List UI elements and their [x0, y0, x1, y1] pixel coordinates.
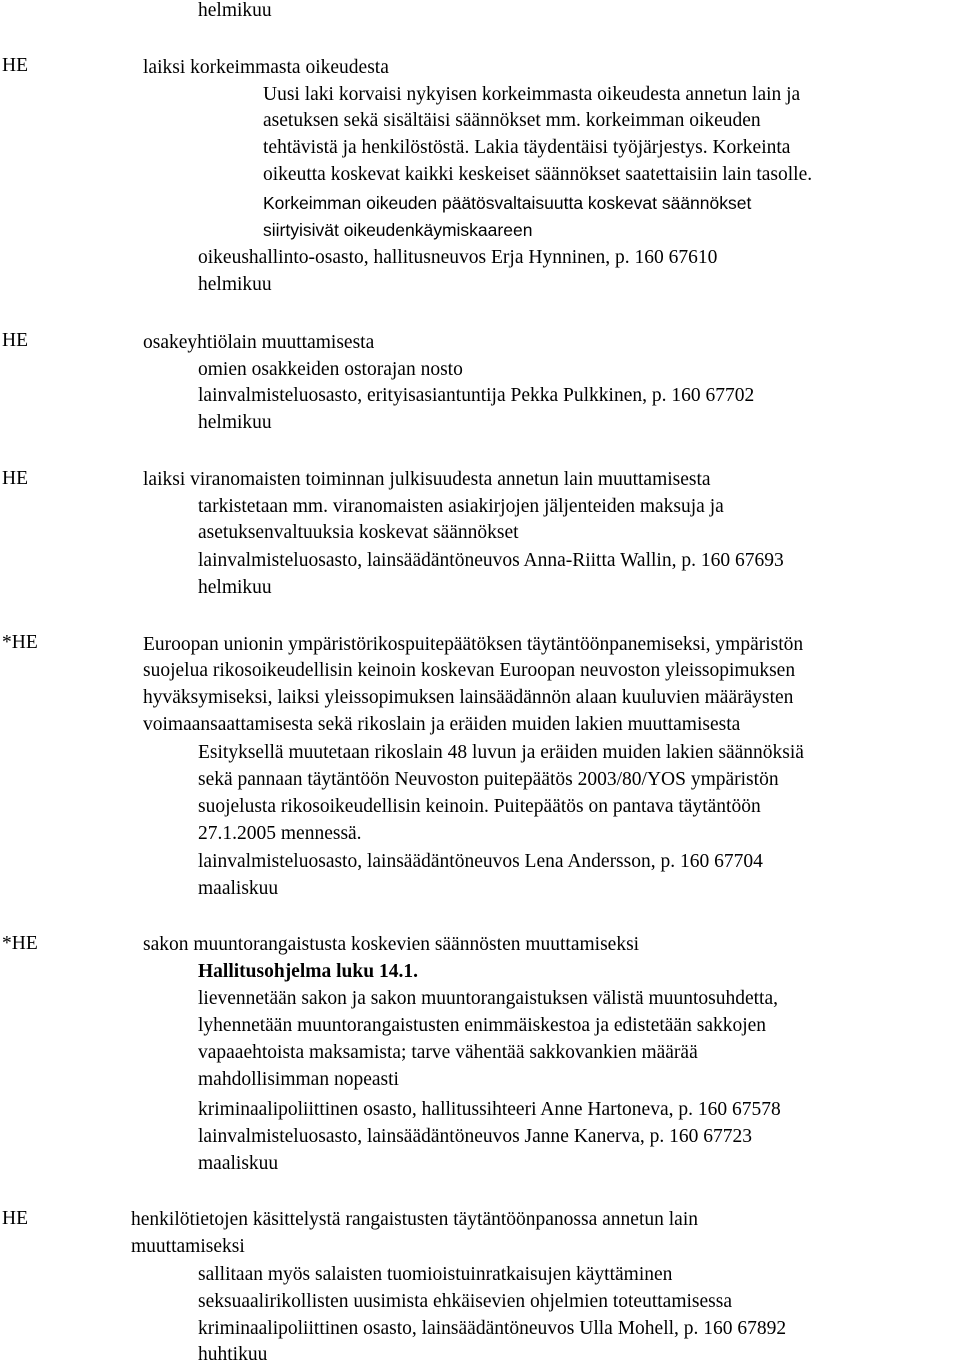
contact-line: lainvalmisteluosasto, lainsäädäntöneuvos Janne Kanerva, p. 160 67723 [198, 1126, 752, 1147]
month-label: maaliskuu [198, 1153, 279, 1174]
proposal-description: Korkeimman oikeuden päätösvaltaisuutta koskevat säännökset [263, 193, 752, 213]
proposal-title: laiksi korkeimmasta oikeudesta [143, 57, 389, 78]
proposal-description: sekä pannaan täytäntöön Neuvoston puitepäätös 2003/80/YOS ympäristön [198, 769, 779, 790]
proposal-description: asetuksen sekä sisältäisi säännökset mm. korkeimman oikeuden [263, 110, 761, 131]
proposal-description: sallitaan myös salaisten tuomioistuinratkaisujen käyttäminen [198, 1264, 673, 1285]
proposal-description: tehtävistä ja henkilöstöstä. Lakia täydentäisi työjärjestys. Korkeinta [263, 137, 791, 158]
proposal-title: laiksi viranomaisten toiminnan julkisuudesta annetun lain muuttamisesta [143, 469, 711, 490]
proposal-description: mahdollisimman nopeasti [198, 1069, 399, 1090]
proposal-description: lievennetään sakon ja sakon muuntorangaistuksen välistä muuntosuhdetta, [198, 988, 778, 1009]
proposal-description: siirtyisivät oikeudenkäymiskaareen [263, 220, 533, 240]
month-label: helmikuu [198, 412, 272, 433]
proposal-title: suojelua rikosoikeudellisin keinoin koskevan Euroopan neuvoston yleissopimuksen [143, 660, 796, 681]
proposal-type-tag: HE [2, 55, 28, 76]
proposal-description: 27.1.2005 mennessä. [198, 823, 362, 844]
proposal-description: tarkistetaan mm. viranomaisten asiakirjojen jäljenteiden maksuja ja [198, 496, 724, 517]
proposal-description: Uusi laki korvaisi nykyisen korkeimmasta oikeudesta annetun lain ja [263, 84, 801, 105]
contact-line: kriminaalipoliittinen osasto, lainsäädäntöneuvos Ulla Mohell, p. 160 67892 [198, 1318, 787, 1339]
contact-line: lainvalmisteluosasto, erityisasiantuntija Pekka Pulkkinen, p. 160 67702 [198, 385, 755, 406]
proposal-title: hyväksymiseksi, laiksi yleissopimuksen lainsäädännön alaan kuuluvien määräysten [143, 687, 794, 708]
month-label: helmikuu [198, 577, 272, 598]
month-label: maaliskuu [198, 878, 279, 899]
proposal-description: lyhennetään muuntorangaistusten enimmäiskestoa ja edistetään sakkojen [198, 1015, 767, 1036]
proposal-title: henkilötietojen käsittelystä rangaistusten täytäntöönpanossa annetun lain [131, 1209, 698, 1230]
contact-line: oikeushallinto-osasto, hallitusneuvos Erja Hynninen, p. 160 67610 [198, 247, 718, 268]
proposal-description: vapaaehtoista maksamista; tarve vähentää sakkovankien määrää [198, 1042, 698, 1063]
month-label: huhtikuu [198, 1344, 268, 1365]
proposal-title: osakeyhtiölain muuttamisesta [143, 332, 375, 353]
proposal-type-tag: HE [2, 468, 28, 489]
proposal-description: oikeutta koskevat kaikki keskeiset säännökset saatettaisiin lain tasolle. [263, 164, 813, 185]
month-label: helmikuu [198, 0, 272, 21]
proposal-description: Esityksellä muutetaan rikoslain 48 luvun ja eräiden muiden lakien säännöksiä [198, 742, 804, 763]
month-label: helmikuu [198, 274, 272, 295]
proposal-description: omien osakkeiden ostorajan nosto [198, 359, 463, 380]
proposal-description: asetuksenvaltuuksia koskevat säännökset [198, 522, 519, 543]
proposal-title: Euroopan unionin ympäristörikospuitepäätöksen täytäntöönpanemiseksi, ympäristön [143, 634, 804, 655]
proposal-type-tag: HE [2, 1208, 28, 1229]
proposal-type-tag: HE [2, 330, 28, 351]
contact-line: kriminaalipoliittinen osasto, hallitussihteeri Anne Hartoneva, p. 160 67578 [198, 1099, 781, 1120]
government-program-reference: Hallitusohjelma luku 14.1. [198, 961, 418, 982]
contact-line: lainvalmisteluosasto, lainsäädäntöneuvos Anna-Riitta Wallin, p. 160 67693 [198, 550, 784, 571]
proposal-title: sakon muuntorangaistusta koskevien säännösten muuttamiseksi [143, 934, 640, 955]
proposal-title: muuttamiseksi [131, 1236, 245, 1257]
proposal-type-tag: *HE [2, 632, 38, 653]
proposal-description: seksuaalirikollisten uusimista ehkäisevien ohjelmien toteuttamisessa [198, 1291, 732, 1312]
contact-line: lainvalmisteluosasto, lainsäädäntöneuvos Lena Andersson, p. 160 67704 [198, 851, 763, 872]
proposal-description: suojelusta rikosoikeudellisin keinoin. Puitepäätös on pantava täytäntöön [198, 796, 761, 817]
proposal-type-tag: *HE [2, 933, 38, 954]
proposal-title: voimaansaattamisesta sekä rikoslain ja eräiden muiden lakien muuttamisesta [143, 714, 741, 735]
